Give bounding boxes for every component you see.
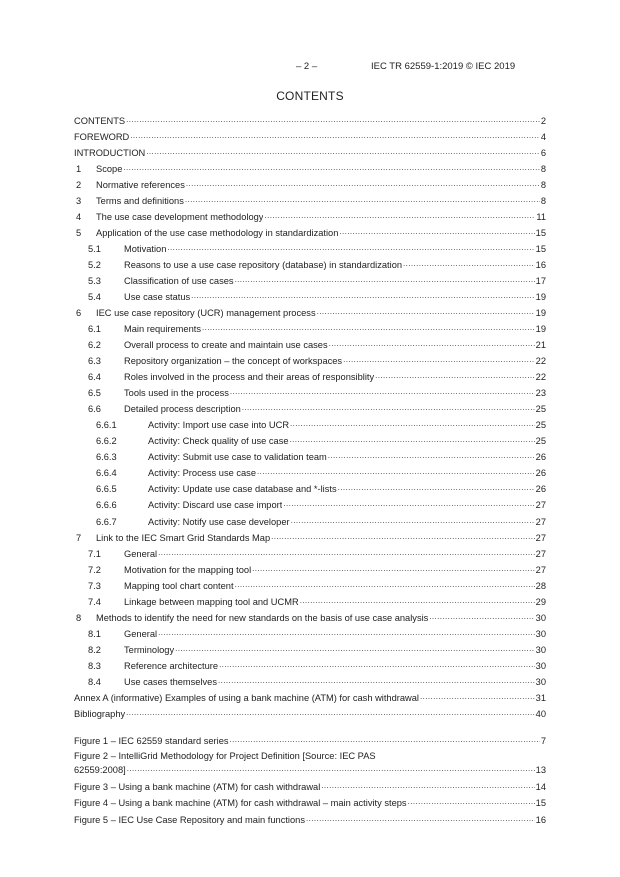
- toc-dot-leader: [264, 209, 535, 220]
- toc-entry[interactable]: [74, 145, 546, 158]
- toc-entry-label: FOREWORD: [74, 132, 130, 143]
- toc-entry[interactable]: [74, 578, 546, 591]
- toc-dot-leader: [235, 578, 535, 589]
- toc-entry-number: 4: [76, 212, 82, 223]
- figure-entry[interactable]: [74, 779, 546, 792]
- figure-entry-page: 14: [535, 782, 546, 792]
- toc-entry-page: 19: [535, 308, 546, 319]
- toc-entry-label: Repository organization – the concept of workspaces: [124, 356, 343, 367]
- toc-dot-leader: [252, 562, 535, 573]
- toc-entry-number: 6.6.3: [96, 452, 117, 463]
- toc-entry-page: 19: [535, 292, 546, 303]
- toc-entry[interactable]: [74, 289, 546, 302]
- toc-entry[interactable]: [74, 337, 546, 350]
- toc-entry-label: Terms and definitions: [96, 196, 184, 207]
- toc-entry-label: Use case status: [124, 292, 191, 303]
- toc-entry-page: 19: [535, 324, 546, 335]
- toc-entry-label: Motivation for the mapping tool: [124, 564, 252, 575]
- toc-dot-leader: [242, 401, 535, 412]
- toc-dot-leader: [126, 706, 534, 717]
- toc-entry-page: 26: [535, 468, 546, 479]
- toc-entry-page: 25: [535, 436, 546, 447]
- toc-entry[interactable]: [74, 177, 546, 190]
- figure-entry[interactable]: [74, 795, 546, 808]
- toc-entry-label: Activity: Process use case: [148, 468, 256, 479]
- toc-dot-leader: [329, 337, 535, 348]
- toc-dot-leader: [230, 385, 535, 396]
- toc-entry[interactable]: [74, 305, 546, 318]
- toc-entry-page: 26: [535, 484, 546, 495]
- toc-entry-page: 15: [535, 228, 546, 239]
- toc-dot-leader: [126, 113, 540, 124]
- toc-entry-page: 30: [535, 628, 546, 639]
- toc-entry-number: 6.6.7: [96, 516, 117, 527]
- toc-dot-leader: [420, 690, 535, 701]
- toc-entry[interactable]: [74, 113, 546, 126]
- toc-dot-leader: [290, 417, 535, 428]
- toc-entry-label: Bibliography: [74, 708, 126, 719]
- toc-entry[interactable]: [74, 626, 546, 639]
- toc-entry[interactable]: [74, 257, 546, 270]
- toc-entry-page: 29: [535, 596, 546, 607]
- toc-entry-number: 5.1: [88, 244, 101, 255]
- toc-dot-leader: [429, 610, 534, 621]
- toc-dot-leader: [403, 257, 535, 268]
- toc-entry-number: 6.6.6: [96, 500, 117, 511]
- toc-entry-label: Activity: Import use case into UCR: [148, 420, 290, 431]
- figure-entry[interactable]: [74, 733, 546, 746]
- toc-dot-leader: [375, 369, 535, 380]
- toc-dot-leader: [146, 145, 540, 156]
- toc-entry-label: Linkage between mapping tool and UCMR: [124, 596, 299, 607]
- toc-entry-label: Terminology: [124, 644, 175, 655]
- toc-entry-page: 30: [535, 660, 546, 671]
- toc-entry-page: 27: [535, 548, 546, 559]
- figure-entry-page: 7: [540, 736, 546, 746]
- toc-entry-number: 8.4: [88, 676, 101, 687]
- toc-entry-number: 6.3: [88, 356, 101, 367]
- toc-entry[interactable]: [74, 433, 546, 446]
- toc-entry[interactable]: [74, 241, 546, 254]
- toc-dot-leader: [291, 514, 535, 525]
- figure-entry[interactable]: [74, 751, 546, 775]
- toc-dot-leader: [290, 433, 535, 444]
- figure-entry[interactable]: [74, 812, 546, 825]
- toc-dot-leader: [338, 481, 535, 492]
- toc-entry-page: 30: [535, 612, 546, 623]
- figure-entry-page: 13: [535, 765, 546, 775]
- figure-dot-leader: [321, 779, 534, 790]
- toc-entry-label: Activity: Check quality of use case: [148, 436, 289, 447]
- toc-entry-page: 28: [535, 580, 546, 591]
- toc-dot-leader: [175, 642, 535, 653]
- toc-entry-page: 8: [540, 164, 546, 175]
- toc-entry-page: 11: [536, 212, 546, 223]
- toc-entry-number: 8.3: [88, 660, 101, 671]
- toc-entry-label: Methods to identify the need for new standards on the basis of use case analysis: [96, 612, 429, 623]
- toc-entry-page: 30: [535, 644, 546, 655]
- toc-entry-label: Use cases themselves: [124, 676, 218, 687]
- toc-entry[interactable]: [74, 273, 546, 286]
- toc-entry-label: Application of the use case methodology in standardization: [96, 228, 339, 239]
- toc-entry[interactable]: [74, 690, 546, 703]
- toc-dot-leader: [130, 129, 540, 140]
- toc-dot-leader: [257, 465, 535, 476]
- toc-entry-number: 2: [76, 180, 82, 191]
- toc-dot-leader: [158, 546, 535, 557]
- toc-entry-page: 40: [535, 708, 546, 719]
- toc-entry-number: 8: [76, 612, 82, 623]
- toc-entry-number: 6.6.4: [96, 468, 117, 479]
- figure-entry-label: Figure 4 – Using a bank machine (ATM) for cash withdrawal – main activity steps: [74, 798, 407, 808]
- toc-entry-number: 5.4: [88, 292, 101, 303]
- toc-entry[interactable]: [74, 225, 546, 238]
- toc-dot-leader: [271, 530, 535, 541]
- toc-entry-number: 7.4: [88, 596, 101, 607]
- toc-entry[interactable]: [74, 481, 546, 494]
- toc-dot-leader: [339, 225, 534, 236]
- toc-entry[interactable]: [74, 546, 546, 559]
- toc-entry[interactable]: [74, 353, 546, 366]
- toc-entry-label: CONTENTS: [74, 116, 126, 126]
- toc-entry-label: The use case development methodology: [96, 212, 264, 223]
- toc-entry-label: General: [124, 628, 158, 639]
- toc-entry[interactable]: [74, 642, 546, 655]
- toc-entry-label: Mapping tool chart content: [124, 580, 234, 591]
- toc-entry-number: 6.1: [88, 324, 101, 335]
- toc-entry-number: 3: [76, 196, 82, 207]
- toc-entry-page: 22: [535, 356, 546, 367]
- toc-dot-leader: [202, 321, 535, 332]
- toc-entry[interactable]: [74, 449, 546, 462]
- toc-dot-leader: [343, 353, 535, 364]
- toc-entry[interactable]: [74, 193, 546, 206]
- toc-dot-leader: [328, 449, 535, 460]
- toc-entry-page: 17: [535, 276, 546, 287]
- toc-entry-label: IEC use case repository (UCR) management process: [96, 308, 316, 319]
- toc-entry-label: Overall process to create and maintain use cases: [124, 340, 328, 351]
- toc-entry-page: 23: [535, 388, 546, 399]
- toc-entry[interactable]: [74, 385, 546, 398]
- toc-entry-label: Annex A (informative) Examples of using a bank machine (ATM) for cash withdrawal: [74, 692, 419, 703]
- toc-entry-page: 27: [535, 564, 546, 575]
- toc-entry-label: INTRODUCTION: [74, 148, 146, 159]
- toc-entry[interactable]: [74, 594, 546, 607]
- toc-entry-page: 2: [540, 116, 546, 126]
- toc-entry-page: 27: [535, 532, 546, 543]
- toc-entry[interactable]: [74, 530, 546, 543]
- toc-entry-page: 16: [535, 260, 546, 271]
- page-number-header: – 2 –: [296, 61, 318, 72]
- toc-entry-label: Reference architecture: [124, 660, 219, 671]
- toc-dot-leader: [191, 289, 535, 300]
- toc-entry[interactable]: [74, 129, 546, 142]
- toc-entry-label: Activity: Update use case database and *-lists: [148, 484, 337, 495]
- toc-entry-label: Motivation: [124, 244, 167, 255]
- toc-entry[interactable]: [74, 674, 546, 687]
- toc-entry-label: Activity: Notify use case developer: [148, 516, 290, 527]
- toc-entry[interactable]: [74, 321, 546, 334]
- toc-entry-label: Reasons to use a use case repository (database) in standardization: [124, 260, 403, 271]
- toc-entry-number: 5.3: [88, 276, 101, 287]
- toc-entry-number: 5.2: [88, 260, 101, 271]
- toc-dot-leader: [283, 497, 534, 508]
- toc-dot-leader: [235, 273, 535, 284]
- toc-entry[interactable]: [74, 401, 546, 414]
- toc-entry-number: 6.2: [88, 340, 101, 351]
- toc-entry-label: General: [124, 548, 158, 559]
- toc-entry-number: 6: [76, 308, 82, 319]
- toc-entry-number: 7.2: [88, 564, 101, 575]
- toc-entry[interactable]: [74, 497, 546, 510]
- figure-entry-line2: [74, 762, 546, 775]
- figure-entry-label: Figure 5 – IEC Use Case Repository and main functions: [74, 815, 305, 825]
- toc-entry-label: Scope: [96, 164, 123, 175]
- toc-entry-number: 8.2: [88, 644, 101, 655]
- toc-entry-page: 25: [535, 420, 546, 431]
- figure-entry-label-continued: 62559:2008]: [74, 765, 126, 775]
- figure-dot-leader: [230, 733, 540, 744]
- toc-dot-leader: [158, 626, 535, 637]
- toc-entry[interactable]: [74, 658, 546, 671]
- toc-dot-leader: [123, 161, 539, 172]
- toc-entry[interactable]: [74, 209, 546, 222]
- figure-entry-label: Figure 2 – IntelliGrid Methodology for Project Definition [Source: IEC PAS: [74, 751, 376, 761]
- toc-entry-number: 6.6.2: [96, 436, 117, 447]
- toc-entry[interactable]: [74, 369, 546, 382]
- toc-entry-number: 1: [76, 164, 82, 175]
- toc-entry-page: 21: [535, 340, 546, 351]
- toc-entry-number: 6.4: [88, 372, 101, 383]
- toc-entry-number: 6.6.5: [96, 484, 117, 495]
- toc-entry-page: 31: [535, 692, 546, 703]
- figure-dot-leader: [127, 762, 535, 773]
- toc-entry-label: Main requirements: [124, 324, 201, 335]
- toc-entry-number: 6.5: [88, 388, 101, 399]
- toc-entry-page: 6: [540, 148, 546, 159]
- toc-entry-page: 15: [535, 244, 546, 255]
- toc-entry-page: 22: [535, 372, 546, 383]
- toc-entry[interactable]: [74, 161, 546, 174]
- figure-entry-label: Figure 1 – IEC 62559 standard series: [74, 736, 229, 746]
- toc-dot-leader: [300, 594, 535, 605]
- toc-entry[interactable]: [74, 514, 546, 527]
- toc-dot-leader: [219, 658, 535, 669]
- toc-entry-page: 27: [535, 516, 546, 527]
- toc-entry-page: 30: [535, 676, 546, 687]
- toc-entry-label: Activity: Submit use case to validation team: [148, 452, 327, 463]
- toc-entry[interactable]: [74, 417, 546, 430]
- toc-entry-label: Roles involved in the process and their areas of responsiblity: [124, 372, 375, 383]
- toc-entry[interactable]: [74, 562, 546, 575]
- toc-entry-number: 7.1: [88, 548, 101, 559]
- figure-dot-leader: [306, 812, 535, 823]
- toc-entry-label: Classification of use cases: [124, 276, 234, 287]
- document-reference-header: IEC TR 62559-1:2019 © IEC 2019: [371, 61, 516, 72]
- toc-entry-label: Detailed process description: [124, 404, 241, 415]
- toc-dot-leader: [167, 241, 534, 252]
- toc-entry[interactable]: [74, 465, 546, 478]
- toc-dot-leader: [186, 177, 540, 188]
- toc-entry-page: 8: [540, 196, 546, 207]
- figure-dot-leader: [408, 795, 535, 806]
- toc-entry-number: 6.6.1: [96, 420, 117, 431]
- toc-entry-number: 7.3: [88, 580, 101, 591]
- figure-entry-page: 16: [535, 815, 546, 825]
- toc-entry[interactable]: [74, 706, 546, 719]
- toc-entry-page: 27: [535, 500, 546, 511]
- figure-entry-label: Figure 3 – Using a bank machine (ATM) for cash withdrawal: [74, 782, 321, 792]
- toc-entry-page: 4: [540, 132, 546, 143]
- toc-entry-label: Tools used in the process: [124, 388, 229, 399]
- toc-entry-page: 26: [535, 452, 546, 463]
- toc-entry-number: 8.1: [88, 628, 101, 639]
- toc-entry-page: 25: [535, 404, 546, 415]
- toc-dot-leader: [218, 674, 535, 685]
- contents-title: CONTENTS: [276, 89, 344, 103]
- toc-entry-page: 8: [540, 180, 546, 191]
- toc-entry-number: 7: [76, 532, 82, 543]
- toc-entry-label: Normative references: [96, 180, 185, 191]
- toc-entry[interactable]: [74, 610, 546, 623]
- toc-entry-number: 6.6: [88, 404, 101, 415]
- toc-entry-label: Activity: Discard use case import: [148, 500, 283, 511]
- figure-entry-page: 15: [535, 798, 546, 808]
- toc-dot-leader: [317, 305, 535, 316]
- toc-entry-label: Link to the IEC Smart Grid Standards Map: [96, 532, 271, 543]
- toc-entry-number: 5: [76, 228, 82, 239]
- toc-dot-leader: [185, 193, 540, 204]
